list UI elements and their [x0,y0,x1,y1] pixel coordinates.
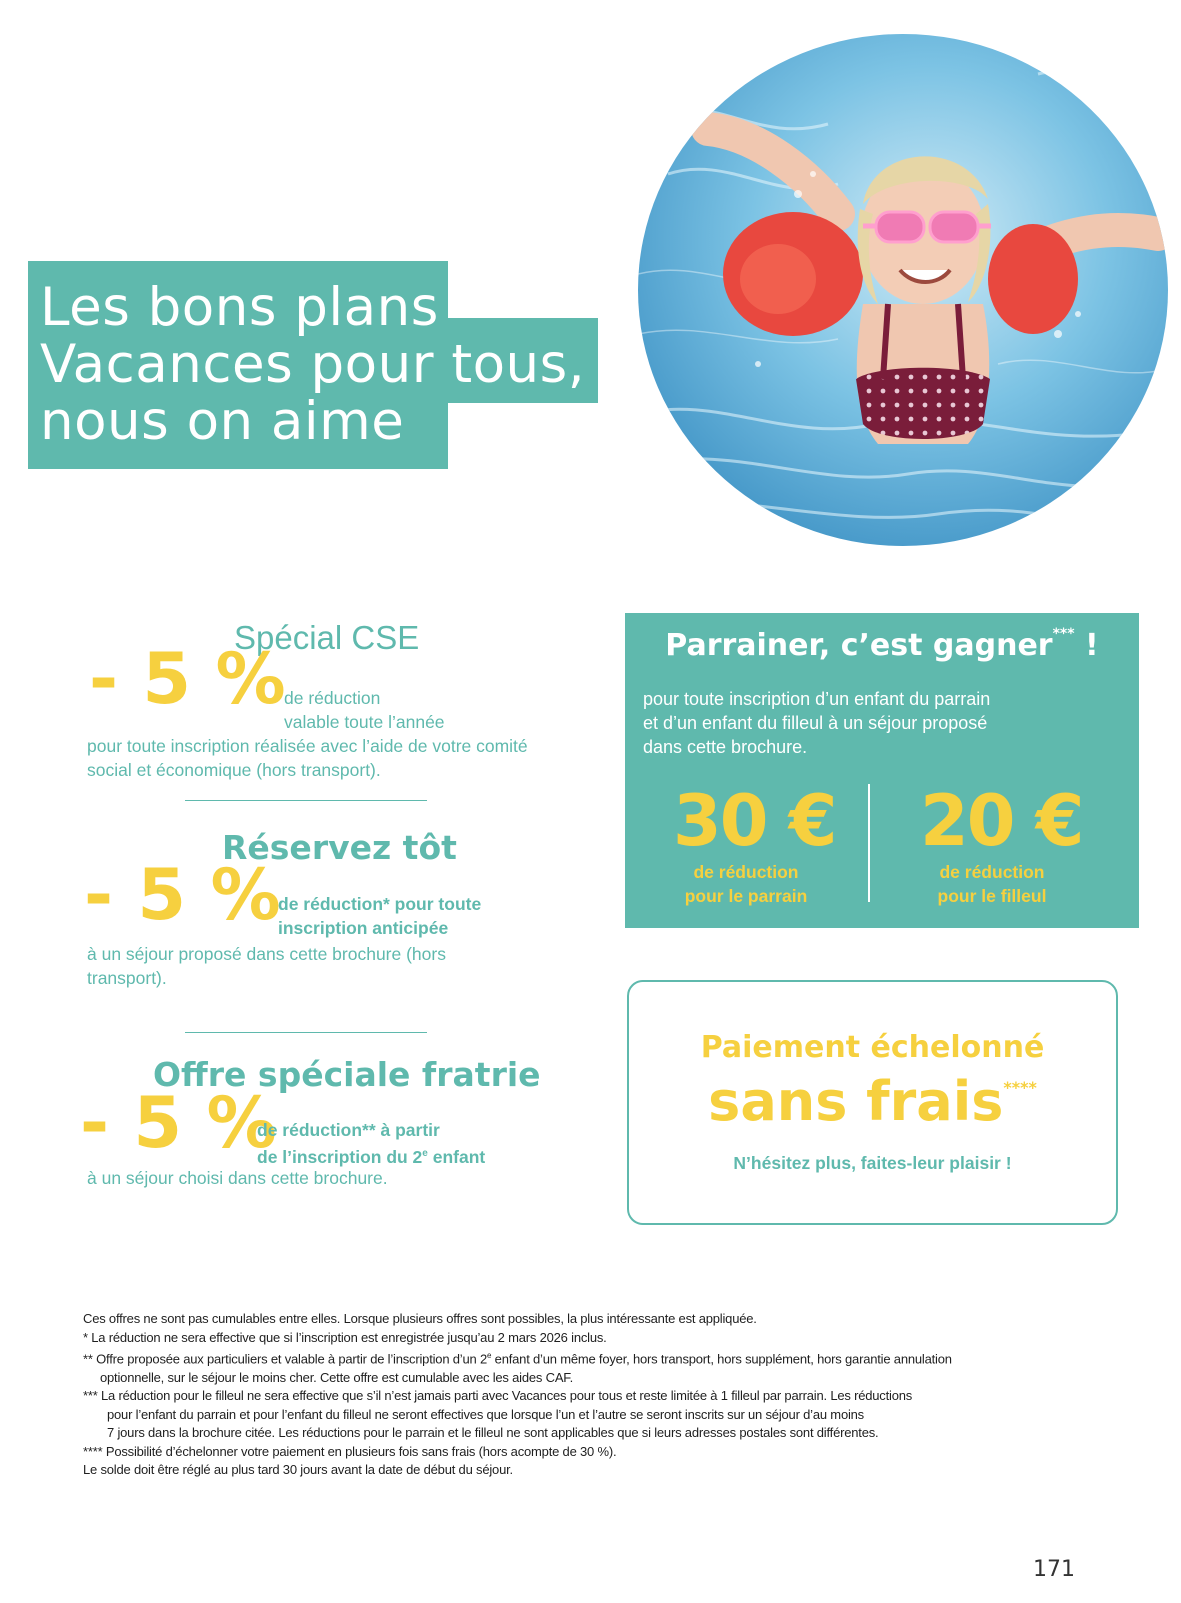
footnote: *** La réduction pour le filleul ne sera effective que s’il n’est jamais parti avec Vacances pour tous et reste limitée à 1 filleul par parrain. Les réductions [83,1388,913,1404]
offer-divider [185,800,427,801]
page-title-line-2: Vacances pour tous, [40,334,586,395]
offer-divider [185,1032,427,1033]
referral-amount-godchild: 20 € [920,780,1083,862]
offer-early-percent: - 5 % [84,854,281,936]
payment-title: Paiement échelonné [700,1030,1045,1065]
referral-caption-godchild: de réduction pour le filleul [937,862,1047,906]
referral-title: Parrainer, c’est gagner*** ! [665,626,1099,663]
offer-early-line-2: inscription anticipée [278,918,449,938]
footnotes [83,1310,1103,1480]
offer-siblings-line-3: à un séjour choisi dans cette brochure. [87,1168,388,1188]
footnote: Le solde doit être réglé au plus tard 30 jours avant la date de début du séjour. [83,1462,513,1478]
payment-tagline: N’hésitez plus, faites-leur plaisir ! [733,1153,1012,1173]
offer-siblings-title: Offre spéciale fratrie [153,1055,541,1094]
page-title-line-1: Les bons plans [40,277,439,338]
page-number: 171 [1033,1557,1075,1582]
offer-early-line-4: transport). [87,968,167,988]
referral-divider [868,784,870,902]
footnote: optionnelle, sur le séjour le moins cher. Cette offre est cumulable avec les aides CAF. [100,1369,574,1385]
footnote: 7 jours dans la brochure citée. Les réductions pour le parrain et le filleul ne sont applicables que si leurs adresses postales sont différentes. [107,1425,879,1441]
offer-cse-line-2: valable toute l’année [284,712,445,732]
offer-cse-title: Spécial CSE [234,619,420,656]
offer-cse-line-1: de réduction [284,688,381,708]
payment-headline: sans frais**** [708,1070,1037,1133]
footnote: * La réduction ne sera effective que si l’inscription est enregistrée jusqu’au 2 mars 2026 inclus. [83,1329,607,1345]
offer-early-line-1: de réduction* pour toute [278,894,482,914]
offer-siblings-line-1: de réduction** à partir [257,1120,440,1140]
page-title-line-3: nous on aime [40,391,405,452]
referral-amount-sponsor: 30 € [673,780,836,862]
footnote: ** Offre proposée aux particuliers et valable à partir de l’inscription d’un 2e enfant d’un même foyer, hors transport, hors supplément, hors garantie annulation [83,1351,952,1367]
offer-siblings-line-2: de l’inscription du 2e enfant [257,1146,486,1167]
offer-cse-line-4: social et économique (hors transport). [87,760,381,780]
offer-early-title: Réservez tôt [222,828,457,867]
footnote: Ces offres ne sont pas cumulables entre elles. Lorsque plusieurs offres sont possibles, la plus intéressante est appliquée. [83,1311,757,1326]
child-swimming-photo [638,34,1168,546]
offer-siblings-percent: - 5 % [80,1082,277,1164]
footnote: pour l’enfant du parrain et pour l’enfant du filleul ne seront effectives que lorsque l’un et l’autre se seront inscrits sur un séjour d’au moins [107,1406,864,1422]
offer-early-line-3: à un séjour proposé dans cette brochure (hors [87,944,446,964]
referral-description: pour toute inscription d’un enfant du parrain et d’un enfant du filleul à un séjour proposé dans cette brochure. [643,689,991,757]
referral-caption-sponsor: de réduction pour le parrain [684,862,808,906]
footnote: **** Possibilité d’échelonner votre paiement en plusieurs fois sans frais (hors acompte de 30 %). [83,1443,617,1459]
offer-cse-line-3: pour toute inscription réalisée avec l’aide de votre comité [87,736,528,756]
offer-cse-percent: - 5 % [89,638,286,720]
